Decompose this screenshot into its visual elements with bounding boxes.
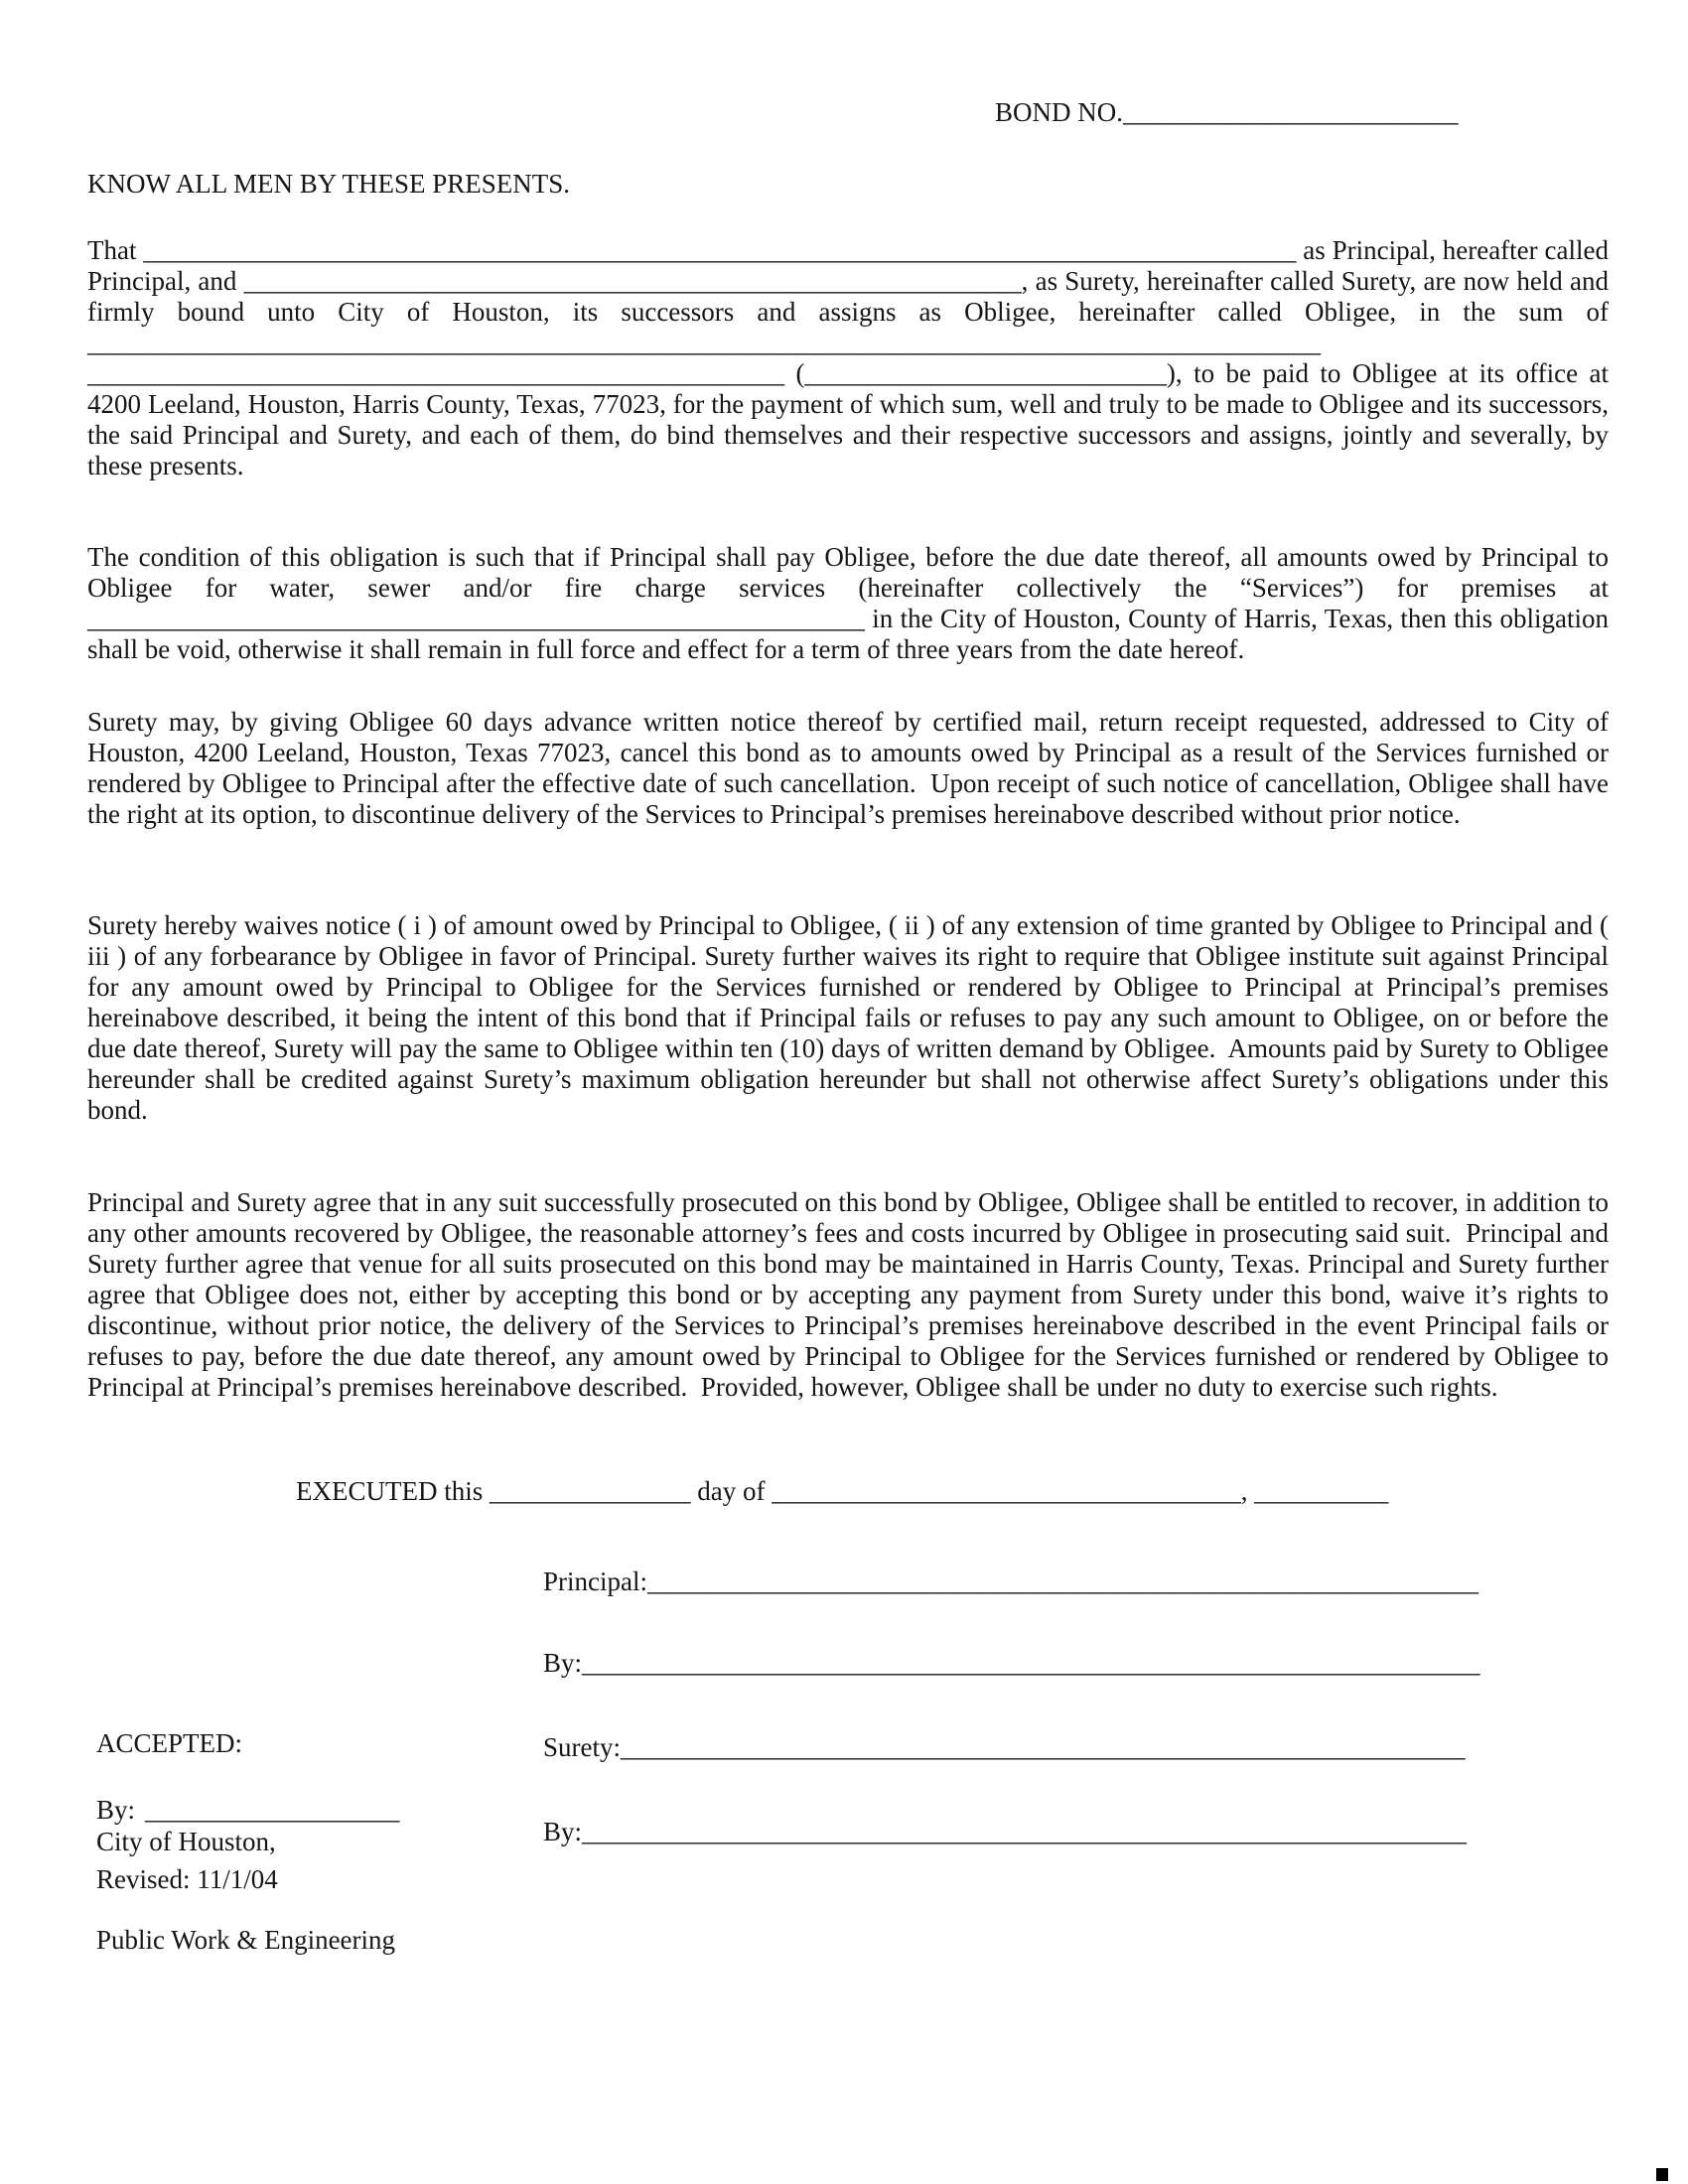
bond-number-row (995, 97, 1459, 128)
surety-by-label: By: (543, 1817, 583, 1846)
executed-label: EXECUTED this (296, 1476, 490, 1506)
accepted-title: ACCEPTED: (96, 1728, 243, 1758)
document-heading: KNOW ALL MEN BY THESE PRESENTS. (87, 169, 571, 199)
surety-by-signature-blank: __________________________________________________________________ (582, 1817, 1468, 1846)
paragraph-condition: The condition of this obligation is such that if Principal shall pay Obligee, before the due date thereof, all amounts owed by Principal to Obligee for water, sewer and/or fire charge services (hereinafter collectively the “Services”) for premises at __________________________________________________________ in the City of Houston, County of Harris, Texas, then this obligation shall be void, otherwise it shall remain in full force and effect for a term of three years from the date hereof. (87, 542, 1616, 664)
page-corner-mark (1656, 2168, 1668, 2181)
principal-label: Principal: (543, 1567, 647, 1596)
paragraph-suit-venue: Principal and Surety agree that in any suit successfully prosecuted on this bond by Obligee, Obligee shall be entitled to recover, in addition to any other amounts recovered by Obligee, the reasonable attorney’s fees and costs incurred by Obligee in prosecuting said suit. Principal and Surety further agree that venue for all suits prosecuted on this bond may be maintained in Harris County, Texas. Principal and Surety further agree that Obligee does not, either by accepting this bond or by accepting any payment from Surety under this bond, waive it’s rights to discontinue, without prior notice, the delivery of the Services to Principal’s premises hereinabove described in the event Principal fails or refuses to pay, before the due date thereof, any amount owed by Principal to Obligee for the Services furnished or rendered by Obligee to Principal at Principal’s premises hereinabove described. Provided, however, Obligee shall be under no duty to exercise such rights. (87, 1187, 1616, 1402)
principal-signature-blank: ______________________________________________________________ (646, 1567, 1478, 1596)
paragraph-obligation: That ______________________________________________________________________________________ as Principal, hereafter called Principal, and __________________________________________________________, as Surety, hereinafter called Surety, are now held and firmly bound unto City of Houston, its successors and assigns as Obligee, hereinafter called Obligee, in the sum of ____________________________________________________________________________________________ ____________________________________________________ (___________________________), to be paid to Obligee at its office at 4200 Leeland, Houston, Harris County, Texas, 77023, for the payment of which sum, well and truly to be made to Obligee and its successors, the said Principal and Surety, and each of them, do bind themselves and their respective successors and assigns, jointly and severally, by these presents. (87, 235, 1616, 480)
paragraph-cancellation: Surety may, by giving Obligee 60 days advance written notice thereof by certified mail, return receipt requested, addressed to City of Houston, 4200 Leeland, Houston, Texas 77023, cancel this bond as to amounts owed by Principal as a result of the Services furnished or rendered by Obligee to Principal after the effective date of such cancellation. Upon receipt of such notice of cancellation, Obligee shall have the right at its option, to discontinue delivery of the Services to Principal’s premises hereinabove described without prior notice. (87, 707, 1616, 829)
principal-by-signature-blank: ___________________________________________________________________ (582, 1648, 1480, 1678)
surety-signature-blank: _______________________________________________________________ (621, 1732, 1466, 1762)
principal-by-label: By: (543, 1648, 583, 1678)
accepted-block (96, 1662, 395, 2022)
executed-comma: , (1240, 1476, 1255, 1506)
executed-day-blank: _______________ (490, 1476, 691, 1506)
surety-label: Surety: (543, 1732, 621, 1762)
surety-signature-row (543, 1732, 1466, 1763)
surety-by-signature-row (543, 1817, 1467, 1847)
bond-number-blank: _________________________ (1123, 97, 1459, 127)
accepted-by-label: By: (96, 1795, 136, 1825)
principal-signature-row (543, 1567, 1478, 1597)
executed-day-of-label: day of (690, 1476, 773, 1506)
executed-year-blank: __________ (1254, 1476, 1389, 1506)
revision-note: Revised: 11/1/04 (96, 1864, 278, 1894)
paragraph-waiver: Surety hereby waives notice ( i ) of amount owed by Principal to Obligee, ( ii ) of any extension of time granted by Obligee to Principal and ( iii ) of any forbearance by Obligee in favor of Principal. Surety further waives its right to require that Obligee institute suit against Principal for any amount owed by Principal to Obligee for the Services furnished or rendered by Obligee to Principal at Principal’s premises hereinabove described, it being the intent of this bond that if Principal fails or refuses to pay any such amount to Obligee, on or before the due date thereof, Surety will pay the same to Obligee within ten (10) days of written demand by Obligee. Amounts paid by Surety to Obligee hereunder shall be credited against Surety’s maximum obligation hereunder but shall not otherwise affect Surety’s obligations under this bond. (87, 910, 1616, 1125)
accepted-by-signature-blank: ___________________ (145, 1795, 400, 1825)
accepted-org-city: City of Houston, (96, 1827, 276, 1856)
executed-date-row (296, 1476, 1388, 1507)
bond-number-label: BOND NO. (995, 97, 1124, 127)
accepted-by-signature-row (96, 1795, 400, 1826)
executed-month-blank: ___________________________________ (772, 1476, 1241, 1506)
principal-by-signature-row (543, 1648, 1480, 1679)
accepted-org-department: Public Work & Engineering (96, 1925, 396, 1955)
